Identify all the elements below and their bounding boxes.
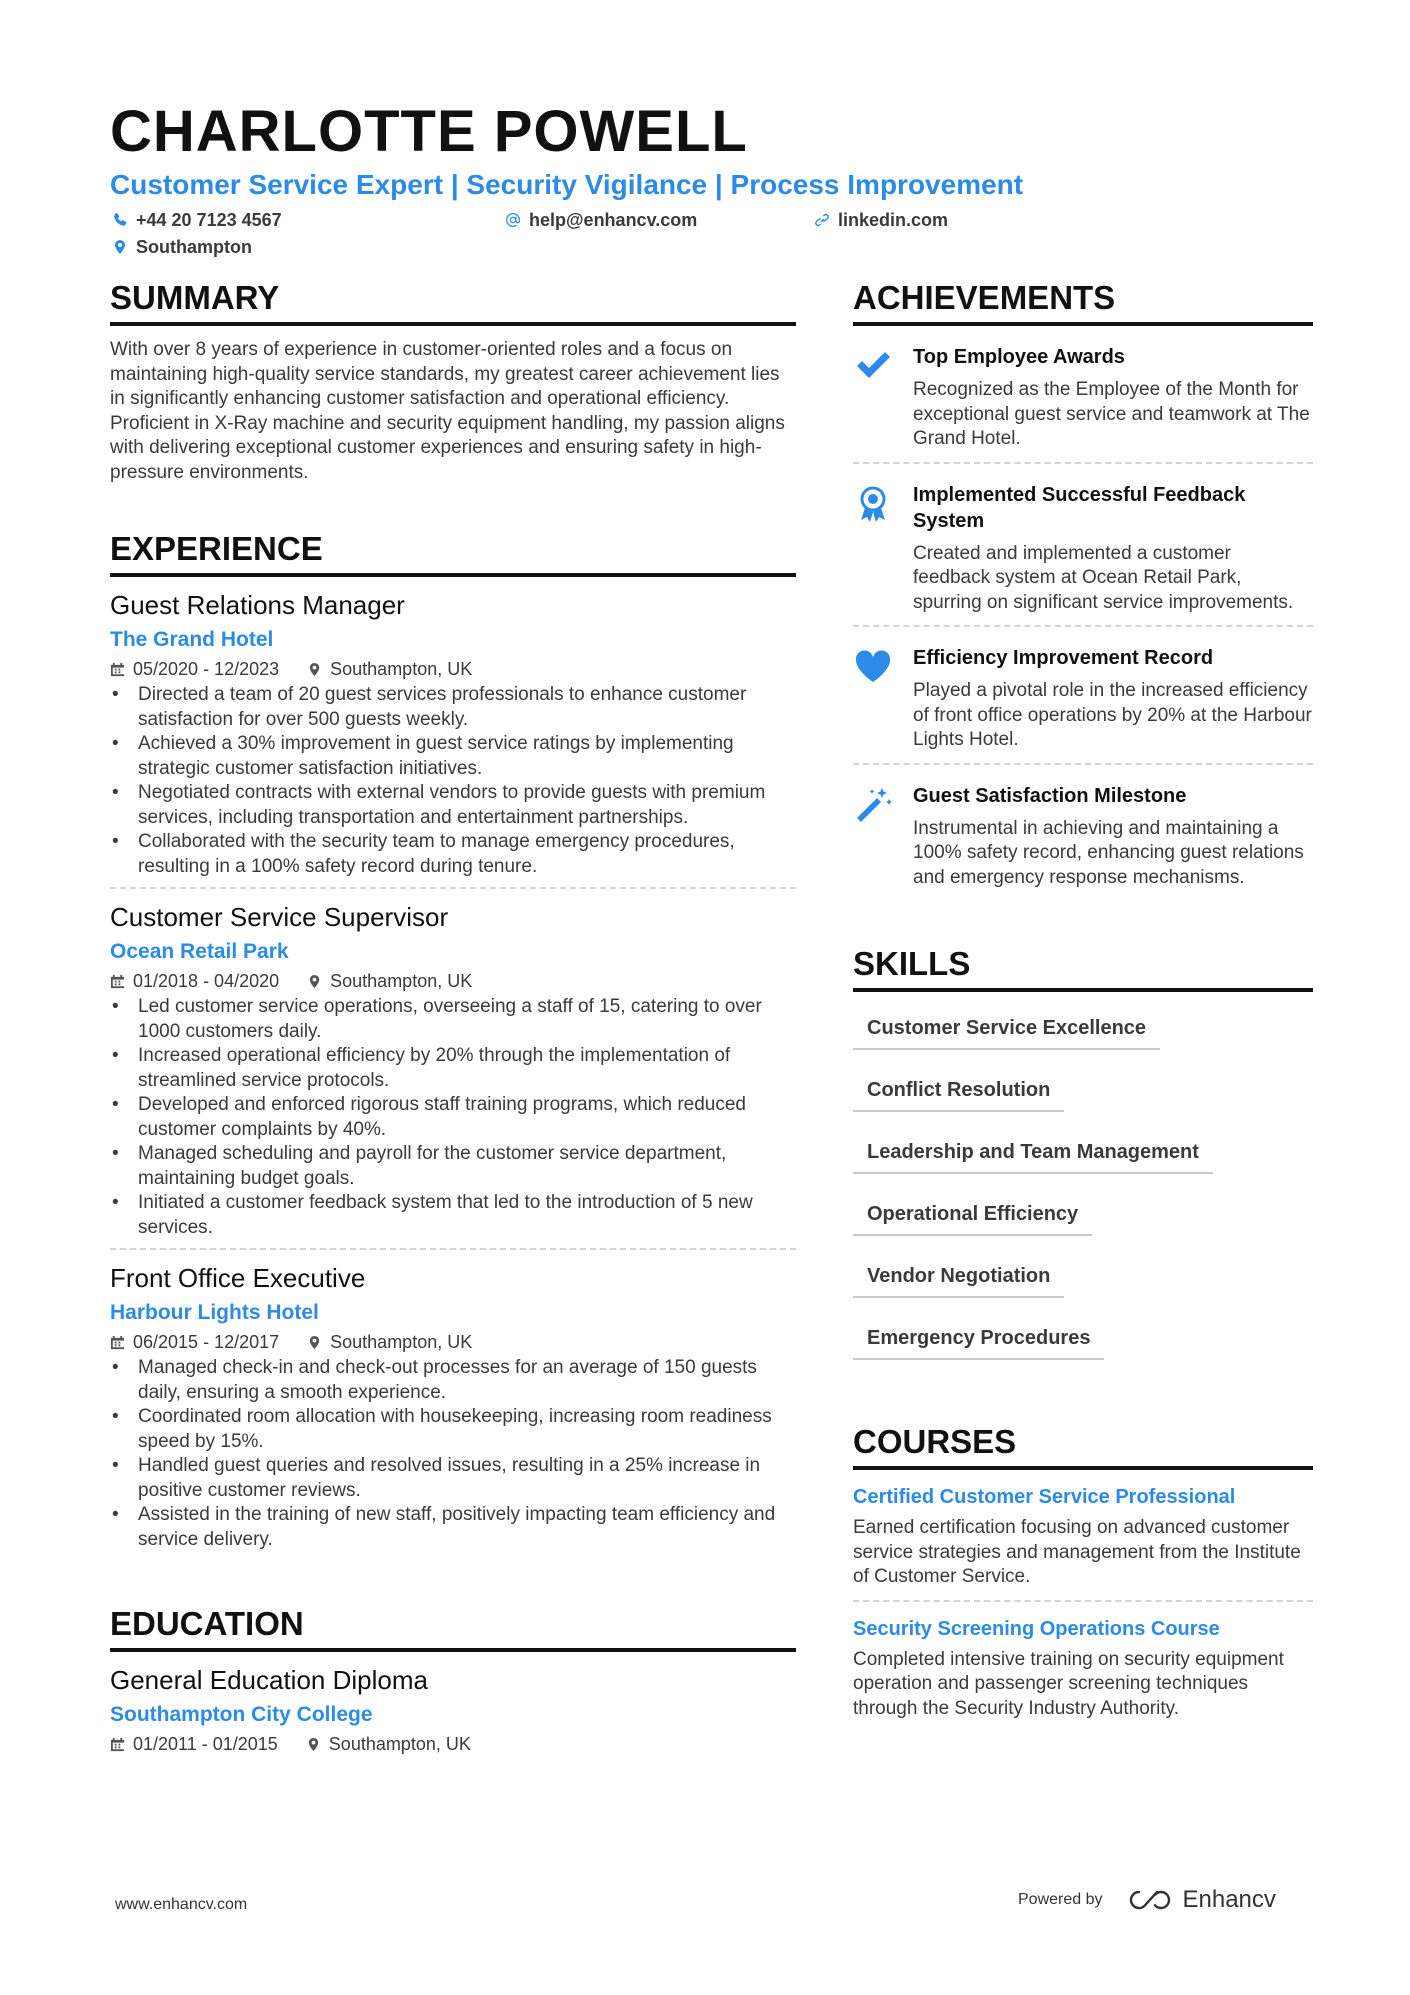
footer-branding bbox=[1018, 1886, 1276, 1914]
job-bullets bbox=[110, 1356, 796, 1552]
job-bullet: • Negotiated contracts with external vendors to provide guests with premium services, including transportation and entertainment partnerships. bbox=[110, 781, 796, 830]
achievement-item bbox=[853, 627, 1313, 765]
job-location: Southampton, UK bbox=[330, 971, 473, 991]
summary-section bbox=[110, 278, 796, 485]
candidate-tagline: Customer Service Expert | Security Vigilance | Process Improvement bbox=[110, 169, 1024, 200]
resume-header bbox=[110, 100, 1310, 262]
brand-logo[interactable] bbox=[1127, 1886, 1276, 1914]
achievement-title: Efficiency Improvement Record bbox=[913, 647, 1214, 669]
course-title: Security Screening Operations Course bbox=[853, 1617, 1220, 1640]
job-bullet: • Developed and enforced rigorous staff training programs, which reduced customer complaints by 40%. bbox=[110, 1093, 796, 1142]
contact-location bbox=[112, 235, 252, 259]
achievement-title: Top Employee Awards bbox=[913, 346, 1125, 368]
achievement-desc: Recognized as the Employee of the Month for exceptional guest service and teamwork at The Grand Hotel. bbox=[913, 379, 1310, 449]
skills-list bbox=[853, 992, 1313, 1378]
course-desc: Completed intensive training on security equipment operation and passenger screening techniques through the Security Industry Authority. bbox=[853, 1648, 1284, 1719]
candidate-name: CHARLOTTE POWELL bbox=[110, 99, 748, 164]
job-company: The Grand Hotel bbox=[110, 628, 274, 651]
calendar-icon bbox=[110, 662, 125, 677]
job-title: Guest Relations Manager bbox=[110, 590, 405, 620]
courses-section bbox=[853, 1422, 1313, 1731]
course-desc: Earned certification focusing on advanced customer service strategies and management from the Institute of Customer Service. bbox=[853, 1517, 1301, 1587]
job-bullet: • Managed check-in and check-out processes for an average of 150 guests daily, ensuring a smooth experience. bbox=[110, 1356, 796, 1405]
linkedin-text: linkedin.com bbox=[838, 210, 949, 230]
brand-name: Enhancv bbox=[1182, 1886, 1276, 1913]
job-bullet: • Increased operational efficiency by 20% through the implementation of streamlined service protocols. bbox=[110, 1044, 796, 1093]
skill-tag: Leadership and Team Management bbox=[853, 1130, 1213, 1174]
achievement-item bbox=[853, 326, 1313, 464]
contact-linkedin[interactable] bbox=[814, 208, 948, 232]
education-heading: EDUCATION bbox=[110, 1604, 796, 1652]
heart-icon bbox=[853, 647, 893, 687]
achievement-desc: Created and implemented a customer feedback system at Ocean Retail Park, spurring on significant service improvements. bbox=[913, 542, 1294, 613]
job-entry bbox=[110, 889, 796, 1250]
magic-wand-icon bbox=[853, 785, 893, 825]
skill-tag: Emergency Procedures bbox=[853, 1316, 1104, 1360]
course-item bbox=[853, 1602, 1313, 1732]
job-entry bbox=[110, 577, 796, 889]
education-section bbox=[110, 1604, 796, 1764]
phone-icon bbox=[112, 212, 128, 228]
contact-email[interactable] bbox=[505, 208, 697, 232]
skills-section bbox=[853, 944, 1313, 1378]
summary-text: With over 8 years of experience in customer-oriented roles and a focus on maintaining high-quality service standards, my greatest career achievement lies in significantly enhancing customer satisfaction and operational efficiency. Proficient in X-Ray machine and security equipment handling, my passion aligns with delivering exceptional customer experiences and ensuring safety in high-pressure environments. bbox=[110, 339, 785, 483]
achievement-title: Implemented Successful Feedback System bbox=[913, 483, 1246, 532]
job-bullet: • Initiated a customer feedback system that led to the introduction of 5 new services. bbox=[110, 1191, 796, 1240]
job-meta bbox=[110, 1330, 796, 1354]
skill-tag: Vendor Negotiation bbox=[853, 1254, 1064, 1298]
job-bullet: • Managed scheduling and payroll for the customer service department, maintaining budget goals. bbox=[110, 1142, 796, 1191]
achievements-heading: ACHIEVEMENTS bbox=[853, 278, 1313, 326]
job-bullet: • Collaborated with the security team to manage emergency procedures, resulting in a 100% safety record during tenure. bbox=[110, 830, 796, 879]
skill-tag: Customer Service Excellence bbox=[853, 1006, 1160, 1050]
job-location: Southampton, UK bbox=[330, 659, 473, 679]
job-dates: 05/2020 - 12/2023 bbox=[133, 659, 280, 679]
calendar-icon bbox=[110, 1335, 125, 1350]
course-item bbox=[853, 1470, 1313, 1602]
course-title: Certified Customer Service Professional bbox=[853, 1486, 1236, 1508]
contact-info bbox=[110, 208, 1310, 262]
achievement-item bbox=[853, 464, 1313, 628]
education-meta bbox=[110, 1732, 796, 1756]
courses-heading: COURSES bbox=[853, 1422, 1313, 1470]
link-icon bbox=[814, 212, 830, 228]
enhancv-logo-icon bbox=[1127, 1888, 1173, 1912]
education-entry bbox=[110, 1652, 796, 1764]
phone-text: +44 20 7123 4567 bbox=[136, 210, 282, 230]
right-column bbox=[853, 278, 1313, 1775]
location-pin-icon bbox=[307, 1335, 322, 1350]
job-bullet: • Directed a team of 20 guest services professionals to enhance customer satisfaction for over 500 guests weekly. bbox=[110, 683, 796, 732]
award-ribbon-icon bbox=[853, 484, 893, 524]
location-pin-icon bbox=[307, 974, 322, 989]
contact-phone bbox=[112, 208, 282, 232]
job-bullets bbox=[110, 683, 796, 879]
job-entry bbox=[110, 1250, 796, 1560]
skill-tag: Conflict Resolution bbox=[853, 1068, 1064, 1112]
job-location: Southampton, UK bbox=[330, 1332, 473, 1352]
email-text: help@enhancv.com bbox=[529, 210, 698, 230]
achievement-item bbox=[853, 765, 1313, 901]
skill-tag: Operational Efficiency bbox=[853, 1192, 1092, 1236]
summary-heading: SUMMARY bbox=[110, 278, 796, 326]
job-bullet: • Led customer service operations, overseeing a staff of 15, catering to over 1000 customers daily. bbox=[110, 995, 796, 1044]
location-text: Southampton bbox=[136, 237, 252, 257]
degree-title: General Education Diploma bbox=[110, 1665, 428, 1695]
experience-heading: EXPERIENCE bbox=[110, 529, 796, 577]
left-column bbox=[110, 278, 796, 1808]
school-name: Southampton City College bbox=[110, 1703, 373, 1726]
at-sign-icon bbox=[505, 212, 521, 228]
education-dates: 01/2011 - 01/2015 bbox=[133, 1734, 278, 1754]
location-pin-icon bbox=[306, 1737, 321, 1752]
job-bullets bbox=[110, 995, 796, 1240]
job-title: Front Office Executive bbox=[110, 1263, 366, 1293]
footer-website[interactable]: www.enhancv.com bbox=[115, 1896, 248, 1913]
achievement-desc: Instrumental in achieving and maintaining a 100% safety record, enhancing guest relations and emergency response mechanisms. bbox=[913, 817, 1304, 888]
job-dates: 06/2015 - 12/2017 bbox=[133, 1332, 280, 1352]
job-bullet: • Coordinated room allocation with housekeeping, increasing room readiness speed by 15%. bbox=[110, 1405, 796, 1454]
job-dates: 01/2018 - 04/2020 bbox=[133, 971, 280, 991]
job-meta bbox=[110, 969, 796, 993]
achievement-desc: Played a pivotal role in the increased efficiency of front office operations by 20% at the Harbour Lights Hotel. bbox=[913, 680, 1312, 750]
skills-heading: SKILLS bbox=[853, 944, 1313, 992]
job-company: Ocean Retail Park bbox=[110, 940, 289, 963]
job-bullet: • Achieved a 30% improvement in guest service ratings by implementing strategic customer satisfaction initiatives. bbox=[110, 732, 796, 781]
powered-by-label: Powered by bbox=[1018, 1891, 1103, 1908]
checkmark-icon bbox=[853, 346, 893, 386]
calendar-icon bbox=[110, 974, 125, 989]
calendar-icon bbox=[110, 1737, 125, 1752]
job-company: Harbour Lights Hotel bbox=[110, 1301, 319, 1324]
job-bullet: • Handled guest queries and resolved issues, resulting in a 25% increase in positive customer reviews. bbox=[110, 1454, 796, 1503]
job-title: Customer Service Supervisor bbox=[110, 902, 449, 932]
achievements-section bbox=[853, 278, 1313, 900]
job-meta bbox=[110, 657, 796, 681]
experience-section bbox=[110, 529, 796, 1560]
job-bullet: • Assisted in the training of new staff, positively impacting team efficiency and service delivery. bbox=[110, 1503, 796, 1552]
education-location: Southampton, UK bbox=[328, 1734, 471, 1754]
location-pin-icon bbox=[307, 662, 322, 677]
achievement-title: Guest Satisfaction Milestone bbox=[913, 784, 1187, 807]
location-pin-icon bbox=[112, 239, 128, 255]
